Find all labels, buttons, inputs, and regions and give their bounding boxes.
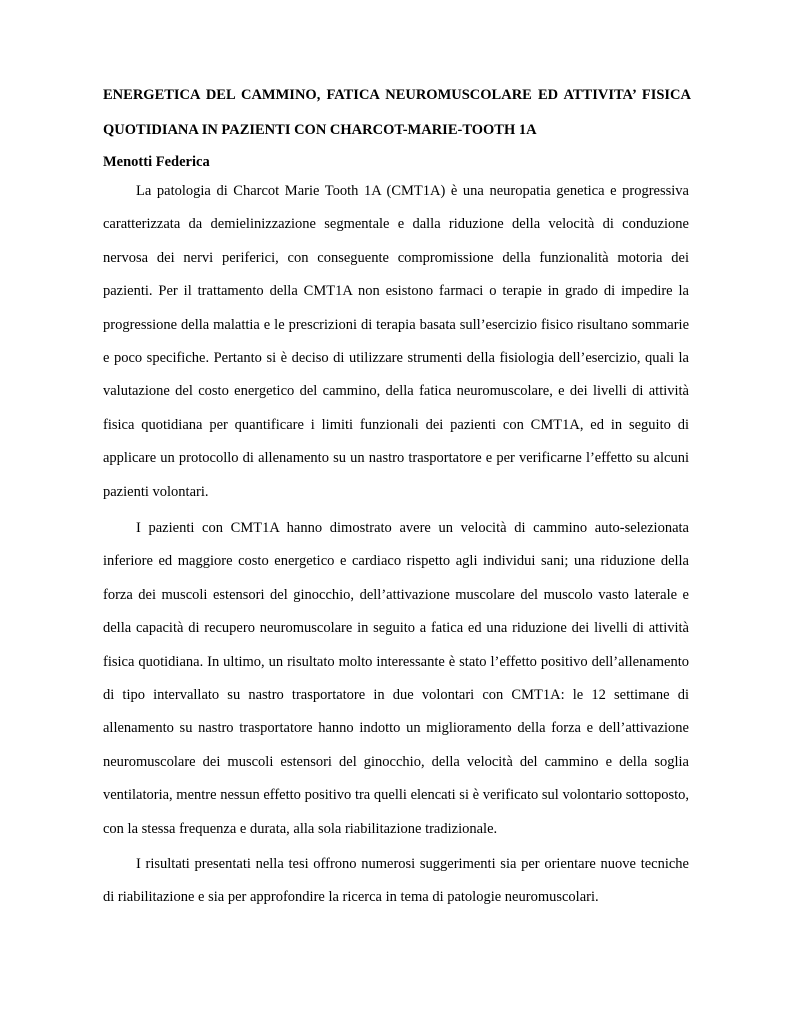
- author-name: Menotti Federica: [103, 154, 210, 170]
- title-line-1: ENERGETICA DEL CAMMINO, FATICA NEUROMUSCOLARE ED ATTIVITA’ FISICA: [103, 87, 691, 103]
- title-line-2: QUOTIDIANA IN PAZIENTI CON CHARCOT-MARIE-TOOTH 1A: [103, 122, 537, 138]
- paragraph-2: I pazienti con CMT1A hanno dimostrato avere un velocità di cammino auto-selezionata inferiore ed maggiore costo energetico e cardiaco rispetto agli individui sani; una riduzione della forza dei muscoli estensori del ginocchio, dell’attivazione muscolare del muscolo vasto laterale e della capacità di recupero neuromuscolare in seguito a fatica ed una riduzione dei livelli di attività fisica quotidiana. In ultimo, un risultato molto interessante è stato l’effetto positivo dell’allenamento di tipo intervallato su nastro trasportatore in due volontari con CMT1A: le 12 settimane di allenamento su nastro trasportatore hanno indotto un miglioramento della forza e dell’attivazione neuromuscolare dei muscoli estensori del ginocchio, della velocità del cammino e della soglia ventilatoria, mentre nessun effetto positivo tra quelli elencati si è verificato sul volontario sottoposto, con la stessa frequenza e durata, alla sola riabilitazione tradizionale.: [103, 520, 689, 837]
- paragraph-3: I risultati presentati nella tesi offrono numerosi suggerimenti sia per orientare nuove tecniche di riabilitazione e sia per approfondire la ricerca in tema di patologie neuromuscolari.: [103, 856, 689, 906]
- paragraph-1: La patologia di Charcot Marie Tooth 1A (CMT1A) è una neuropatia genetica e progressiva caratterizzata da demielinizzazione segmentale e dalla riduzione della velocità di conduzione nervosa dei nervi periferici, con conseguente compromissione della funzionalità motoria dei pazienti. Per il trattamento della CMT1A non esistono farmaci o terapie in grado di impedire la progressione della malattia e le prescrizioni di terapia basata sull’esercizio fisico risultano sommarie e poco specifiche. Pertanto si è deciso di utilizzare strumenti della fisiologia dell’esercizio, quali la valutazione del costo energetico del cammino, della fatica neuromuscolare, e dei livelli di attività fisica quotidiana per quantificare i limiti funzionali dei pazienti con CMT1A, ed in seguito di applicare un protocollo di allenamento su un nastro trasportatore e per verificarne l’effetto su alcuni pazienti volontari.: [103, 183, 689, 500]
